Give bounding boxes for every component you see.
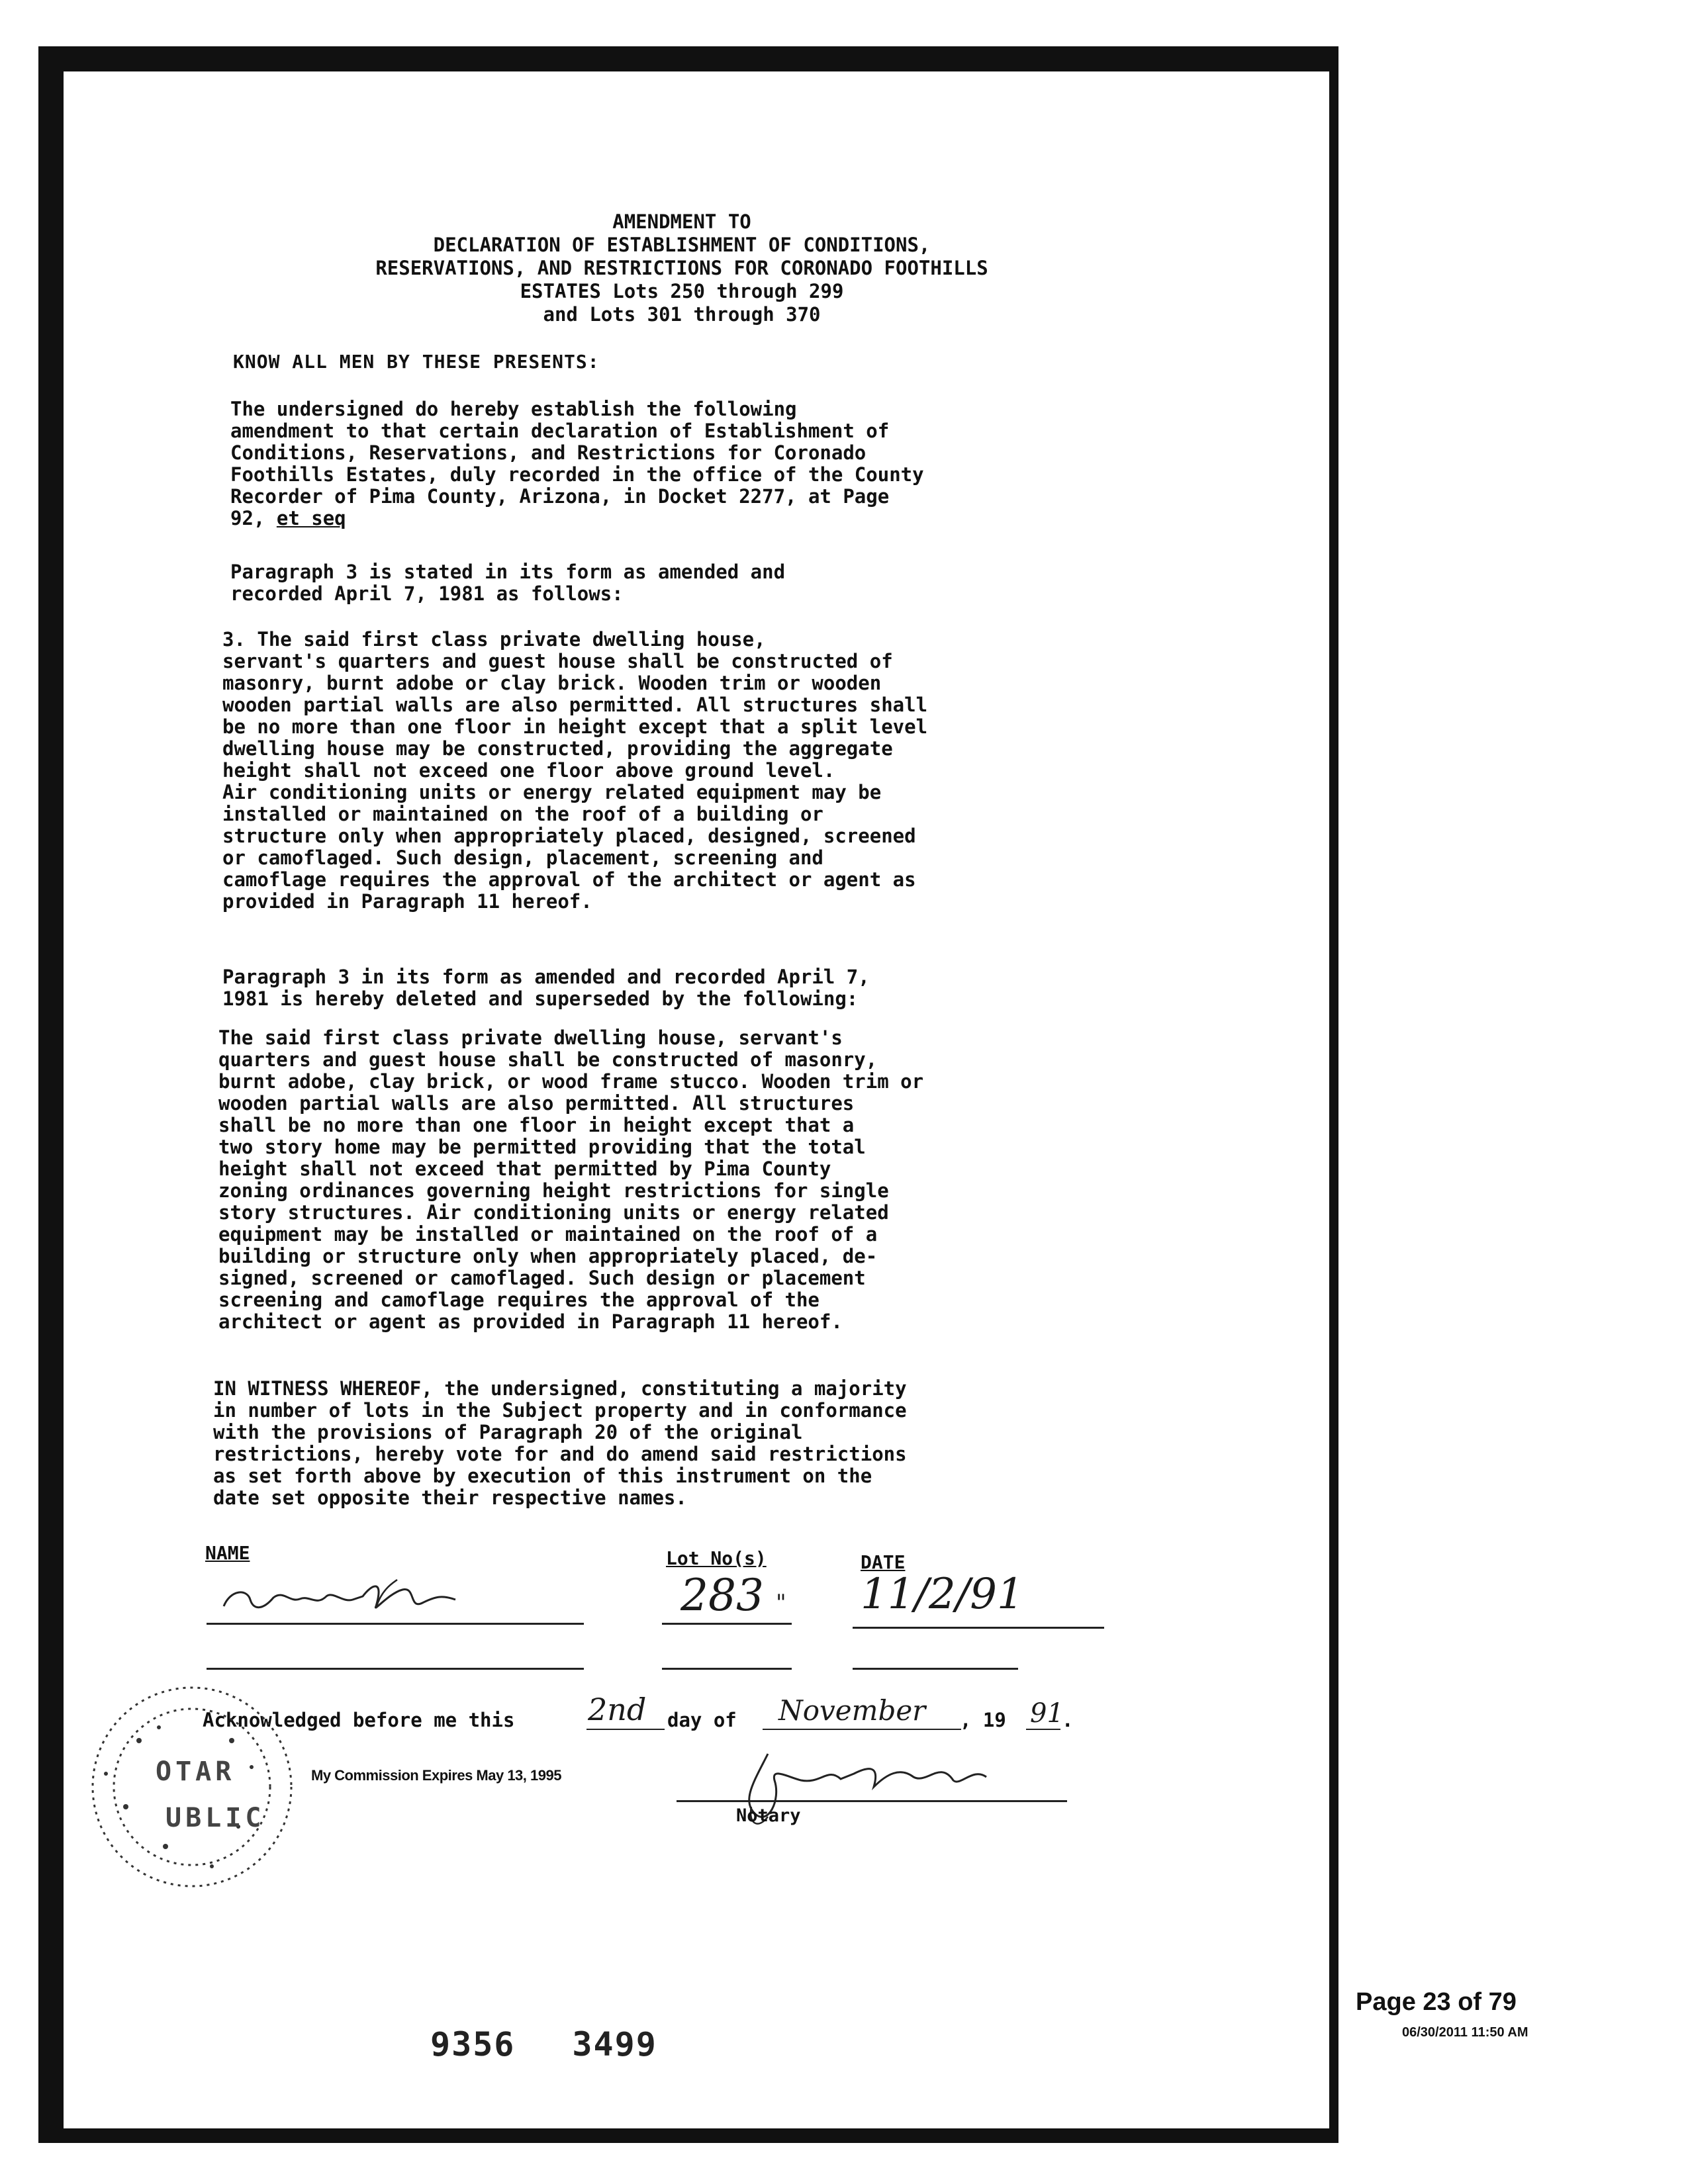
intro-text: The undersigned do hereby establish the following amendment to that certain declaration of Establishment of Conditions, Reservations, and Restrictions for Coronado Foothills Estates, duly recorded in the office of the County Recorder of Pima County, Arizona, in Docket 2277, at Page 92, [230, 398, 924, 529]
docket-number-left: 9356 [430, 2025, 516, 2064]
et-seq-text: et seq [276, 507, 346, 529]
date-handwritten: 11/2/91 [861, 1570, 1024, 1619]
acknowledgement-prefix: Acknowledged before me this [203, 1709, 515, 1731]
document-title: AMENDMENT TO DECLARATION OF ESTABLISHMENT OF CONDITIONS, RESERVATIONS, AND RESTRICTIONS FOR CORONADO FOOTHILLS ESTATES Lots 250 through 299 and Lots 301 through 370 [375, 210, 988, 326]
notary-label: Notary [736, 1805, 801, 1826]
page-counter: Page 23 of 79 [1356, 1988, 1517, 2016]
date-column-header: DATE [861, 1551, 906, 1573]
acknowledgement-year-prefix: , 19 [960, 1709, 1006, 1731]
docket-number [430, 2025, 657, 2064]
ditto-mark: " [776, 1590, 786, 1616]
intro-paragraph [230, 398, 924, 529]
witness-paragraph: IN WITNESS WHEREOF, the undersigned, constituting a majority in number of lots in the Subject property and in conformance with the provisions of Paragraph 20 of the original restrictions, hereby vote for and do amend said restrictions as set forth above by execution of this instrument on the date set opposite their respective names. [213, 1377, 907, 1509]
name-column-header: NAME [205, 1542, 250, 1564]
amended-paragraph-3: The said first class private dwelling house, servant's quarters and guest house shall be constructed of masonry, burnt adobe, clay brick, or wood frame stucco. Wooden trim or wooden partial walls are also permitted. All structures shall be no more than one floor in height except that a two story home may be permitted providing that the total height shall not exceed that permitted by Pima County zoning ordinances governing height restrictions for single story structures. Air conditioning units or energy related equipment may be installed or maintained on the roof of a building or structure only when appropriately placed, de- signed, screened or camoflaged. Such design or placement screening and camoflage requires the approval of the architect or agent as provided in Paragraph 11 hereof. [218, 1026, 924, 1333]
svg-text:OTAR: OTAR [156, 1756, 236, 1787]
opening-line: KNOW ALL MEN BY THESE PRESENTS: [233, 351, 600, 373]
deletion-paragraph: Paragraph 3 in its form as amended and recorded April 7, 1981 is hereby deleted and superseded by the following: [222, 966, 870, 1010]
acknowledgement-year-handwritten: 91 [1030, 1698, 1064, 1729]
lot-number-handwritten: 283 [680, 1570, 764, 1621]
acknowledgement-day-of: day of [667, 1709, 737, 1731]
notary-signature [675, 1741, 1046, 1833]
notary-seal [66, 1668, 318, 1919]
print-timestamp: 06/30/2011 11:50 AM [1402, 2025, 1528, 2040]
commission-expiry: My Commission Expires May 13, 1995 [311, 1767, 561, 1784]
acknowledgement-day-handwritten: 2nd [588, 1692, 647, 1727]
lot-column-header: Lot No(s) [666, 1547, 767, 1569]
acknowledgement-month-handwritten: November [778, 1694, 926, 1727]
svg-text:UBLIC: UBLIC [165, 1803, 265, 1833]
owner-signature [211, 1570, 581, 1623]
acknowledgement-period: . [1062, 1709, 1074, 1731]
reference-paragraph: Paragraph 3 is stated in its form as amended and recorded April 7, 1981 as follows: [230, 561, 786, 605]
original-paragraph-3: 3. The said first class private dwelling house, servant's quarters and guest house shall be constructed of masonry, burnt adobe or clay brick. Wooden trim or wooden wooden partial walls are also permitted. All structures shall be no more than one floor in height except that a split level dwelling house may be constructed, providing the aggregate height shall not exceed one floor above ground level. Air conditioning units or energy related equipment may be installed or maintained on the roof of a building or structure only when appropriately placed, designed, screened or camoflaged. Such design, placement, screening and camoflage requires the approval of the architect or agent as provided in Paragraph 11 hereof. [222, 628, 928, 913]
docket-number-right: 3499 [572, 2025, 657, 2064]
